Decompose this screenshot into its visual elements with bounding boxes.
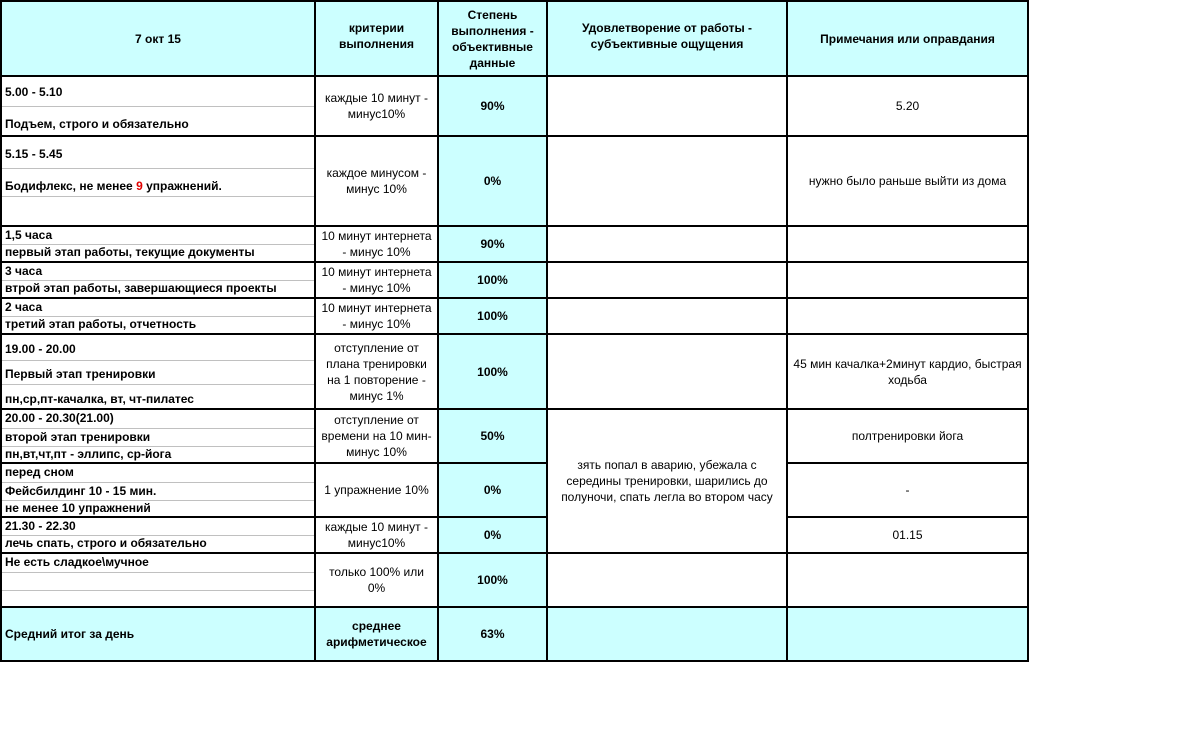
summary-label[interactable]: Средний итог за день [2,608,316,662]
note-cell[interactable]: 45 мин качалка+2минут кардио, быстрая ходьба [788,335,1029,410]
task-cell[interactable] [2,227,316,263]
task-cell[interactable] [2,518,316,554]
task-schedule: пн,ср,пт-качалка, вт, чт-пилатес [5,392,194,406]
task-time: 5.15 - 5.45 [2,147,314,169]
task-cell[interactable] [2,464,316,518]
task-cell[interactable] [2,335,316,410]
task-schedule: не менее 10 упражнений [5,501,151,515]
criteria-cell[interactable]: только 100% или 0% [316,554,439,608]
task-cell[interactable] [2,299,316,335]
task-time: 19.00 - 20.00 [2,342,314,361]
header-satisfaction[interactable]: Удовлетворение от работы - субъективные ощущения [548,2,788,77]
degree-cell[interactable]: 0% [439,518,548,554]
note-cell[interactable] [788,299,1029,335]
task-time: 5.00 - 5.10 [2,85,314,107]
criteria-cell[interactable]: отступление от плана тренировки на 1 повторение - минус 1% [316,335,439,410]
satisfaction-cell[interactable] [548,335,788,410]
satisfaction-cell[interactable] [548,554,788,608]
task-title: Фейсбилдинг 10 - 15 мин. [2,483,314,501]
criteria-cell[interactable]: 10 минут интернета - минус 10% [316,299,439,335]
satisfaction-cell[interactable] [548,137,788,227]
highlight-number: 9 [136,179,143,193]
degree-cell[interactable]: 100% [439,263,548,299]
task-title: Не есть сладкое\мучное [2,555,314,573]
merged-satisfaction-cell[interactable]: зять попал в аварию, убежала с середины тренировки, шарились до полуночи, спать легла во втором часу [548,410,788,554]
task-title: третий этап работы, отчетность [5,317,197,331]
task-title: лечь спать, строго и обязательно [5,536,207,550]
criteria-cell[interactable]: каждые 10 минут - минус10% [316,518,439,554]
task-time: 2 часа [2,300,314,317]
note-cell[interactable] [788,227,1029,263]
summary-degree[interactable]: 63% [439,608,548,662]
summary-note[interactable] [788,608,1029,662]
task-title: второй этап тренировки [2,429,314,447]
note-cell[interactable]: полтренировки йога [788,410,1029,464]
criteria-cell[interactable]: 1 упражнение 10% [316,464,439,518]
degree-cell[interactable]: 50% [439,410,548,464]
degree-cell[interactable]: 100% [439,335,548,410]
header-criteria[interactable]: критерии выполнения [316,2,439,77]
summary-satisfaction[interactable] [548,608,788,662]
task-schedule: пн,вт,чт,пт - эллипс, ср-йога [5,447,172,461]
summary-criteria[interactable]: среднее арифметическое [316,608,439,662]
task-time: 20.00 - 20.30(21.00) [2,411,314,429]
header-degree[interactable]: Степень выполнения - объективные данные [439,2,548,77]
task-title: Бодифлекс, не менее 9 упражнений. [2,169,314,197]
degree-cell[interactable]: 100% [439,554,548,608]
criteria-cell[interactable]: отступление от времени на 10 мин- минус 10% [316,410,439,464]
task-cell[interactable] [2,554,316,608]
criteria-cell[interactable]: 10 минут интернета - минус 10% [316,263,439,299]
task-time: 1,5 часа [2,228,314,245]
degree-cell[interactable]: 0% [439,464,548,518]
satisfaction-cell[interactable] [548,263,788,299]
degree-cell[interactable]: 0% [439,137,548,227]
satisfaction-cell[interactable] [548,77,788,137]
task-time: 3 часа [2,264,314,281]
criteria-cell[interactable]: каждое минусом - минус 10% [316,137,439,227]
note-cell[interactable]: нужно было раньше выйти из дома [788,137,1029,227]
degree-cell[interactable]: 90% [439,227,548,263]
satisfaction-cell[interactable] [548,299,788,335]
criteria-cell[interactable]: каждые 10 минут - минус10% [316,77,439,137]
task-cell[interactable] [2,263,316,299]
task-empty-line [2,573,314,591]
task-title: втрой этап работы, завершающиеся проекты [5,281,277,295]
note-cell[interactable] [788,554,1029,608]
satisfaction-cell[interactable] [548,227,788,263]
note-cell[interactable]: 01.15 [788,518,1029,554]
task-title: первый этап работы, текущие документы [5,245,255,259]
task-cell[interactable] [2,77,316,137]
note-cell[interactable]: - [788,464,1029,518]
criteria-cell[interactable]: 10 минут интернета - минус 10% [316,227,439,263]
note-cell[interactable] [788,263,1029,299]
header-date[interactable]: 7 окт 15 [2,2,316,77]
degree-cell[interactable]: 90% [439,77,548,137]
task-title: Первый этап тренировки [2,361,314,385]
task-time: перед сном [2,465,314,483]
task-cell[interactable] [2,410,316,464]
note-cell[interactable]: 5.20 [788,77,1029,137]
header-notes[interactable]: Примечания или оправдания [788,2,1029,77]
task-time: 21.30 - 22.30 [2,519,314,536]
degree-cell[interactable]: 100% [439,299,548,335]
task-title: Подъем, строго и обязательно [5,117,189,131]
task-cell[interactable] [2,137,316,227]
